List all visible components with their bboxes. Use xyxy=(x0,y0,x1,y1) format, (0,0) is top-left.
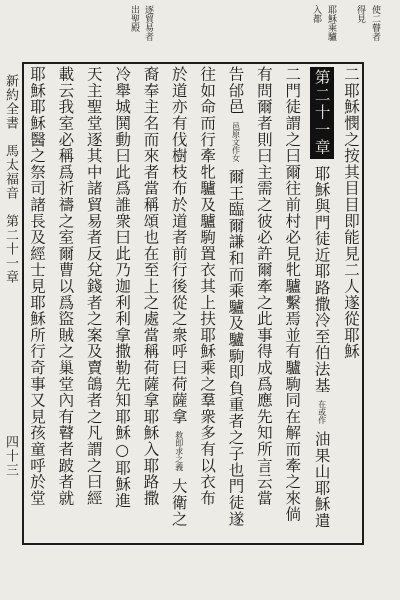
text-column xyxy=(281,66,303,544)
column-text: 爾王臨爾謙和而乘驢及驢駒即負重者之子也門徒遂 xyxy=(226,168,245,527)
inline-note: 在或作 xyxy=(317,400,327,425)
inline-note: 救即求之義 xyxy=(174,431,184,472)
side-note xyxy=(128,5,153,41)
column-text: 天主聖堂逐其中諸貿易者反兌錢者之案及賣鴿者之凡謂之曰經 xyxy=(84,66,103,507)
left-margin xyxy=(0,62,22,545)
page-number: 四十三 xyxy=(3,435,18,477)
text-column xyxy=(168,66,190,544)
column-text: 裔奉主名而來者當稱頌也在至上之處當稱荷薩拿耶穌入耶路撒 xyxy=(141,66,160,507)
side-note-line: 逐貿易者 xyxy=(143,5,153,41)
header-note-line: 得見 xyxy=(355,5,365,23)
header-note-line: 耶穌乘驢 xyxy=(326,5,336,41)
side-note-line: 出聖殿 xyxy=(129,5,139,32)
column-text: 二門徒謂之曰爾往前村必見牝驢繫焉並有驢駒同在解而牽之來倘 xyxy=(283,66,302,523)
column-text: 耶穌耶穌醫之祭司諸長及經士見耶穌所行奇事又見孩童呼於堂 xyxy=(28,66,46,507)
column-text: 油果山耶穌遣 xyxy=(312,430,331,529)
column-text: 於道亦有伐樹枝布於道者前行後從之衆呼曰荷薩拿 xyxy=(169,66,188,425)
column-text: 耶穌與門徒近耶路撒冷至伯法基 xyxy=(312,165,331,394)
text-column xyxy=(26,66,48,544)
header-note-line: 使二瞽者 xyxy=(370,5,380,41)
column-text: 大衛之 xyxy=(169,478,188,527)
text-column xyxy=(111,66,133,544)
column-text: 有問爾者則曰主需之彼必許爾牽之此事得成爲應先知所言云當 xyxy=(254,66,273,507)
text-column xyxy=(196,66,218,544)
text-column xyxy=(310,66,334,544)
header-note xyxy=(310,5,380,61)
text-column xyxy=(54,66,76,544)
text-column xyxy=(340,66,362,544)
text-column xyxy=(225,66,247,544)
text-column xyxy=(83,66,105,544)
inline-note: 邑原文作女 xyxy=(231,121,241,162)
column-text: 冷舉城鬨動曰此爲誰衆曰此乃迦利利拿撒勒先知耶穌○耶穌進 xyxy=(113,66,132,509)
column-text: 二耶穌憫之按其目目即能見二人遂從耶穌 xyxy=(341,66,360,360)
text-body xyxy=(26,66,362,544)
column-text: 告邰邑 xyxy=(226,66,245,115)
book-title: 新約全書 馬太福音 第二十一章 xyxy=(3,74,18,284)
header-note-line: 入都 xyxy=(311,5,321,23)
column-text: 往如命而行牽牝驢及驢駒置衣其上扶耶穌乘之羣衆多有以衣布 xyxy=(198,66,217,507)
text-column xyxy=(139,66,161,544)
column-text: 載云我室必稱爲祈禱之室爾曹以爲盜賊之巢堂內有瞽者跛者就 xyxy=(56,66,75,507)
text-column xyxy=(253,66,275,544)
chapter-heading: 第二十一章 xyxy=(310,67,334,159)
